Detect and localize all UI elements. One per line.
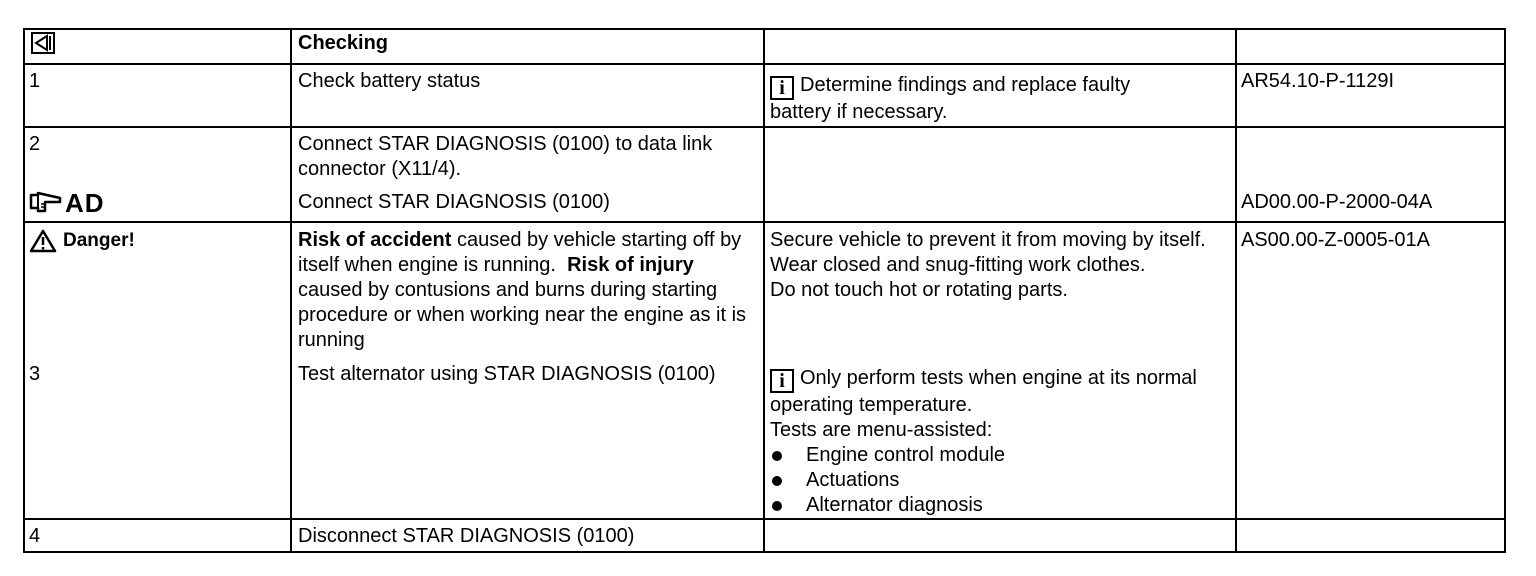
table-border-left: [23, 28, 25, 553]
risk-accident-label: Risk of accident: [298, 229, 452, 251]
risk-accident-text: caused by vehicle starting off by itself when engine is running.: [298, 229, 742, 276]
info-icon: i: [770, 369, 794, 393]
safety-instructions: [770, 228, 1210, 303]
step-number: 2: [29, 133, 41, 155]
column-divider: [290, 28, 292, 553]
risk-injury-text: caused by contusions and burns during starting procedure or when working near the engine as it is running: [298, 279, 747, 351]
info-icon: i: [770, 76, 794, 100]
risk-description: [298, 228, 758, 353]
reference-code: AS00.00-Z-0005-01A: [1241, 229, 1431, 251]
step-number: 4: [29, 525, 41, 547]
danger-text: Danger!: [63, 230, 135, 251]
safety-line: Wear closed and snug-fitting work clothes.: [770, 254, 1146, 276]
bullet-icon: [772, 451, 782, 461]
bullet-icon: [772, 501, 782, 511]
ad-action: Connect STAR DIAGNOSIS (0100): [298, 191, 610, 213]
danger-label: [29, 228, 135, 253]
step-action: Test alternator using STAR DIAGNOSIS (0100): [298, 363, 716, 385]
step-action: Disconnect STAR DIAGNOSIS (0100): [298, 525, 635, 547]
reference-code: AD00.00-P-2000-04A: [1241, 191, 1433, 213]
step-action: Connect STAR DIAGNOSIS (0100) to data link connector (X11/4).: [298, 133, 713, 180]
note-text: Only perform tests when engine at its normal operating temperature.: [770, 367, 1197, 416]
ad-label: AD: [65, 187, 105, 218]
step-note: [770, 73, 1190, 125]
list-item: [770, 443, 1210, 468]
step-action: Check battery status: [298, 70, 481, 92]
list-item: [770, 493, 1210, 518]
list-item: [770, 468, 1210, 493]
back-arrow-icon: [31, 32, 55, 61]
safety-line: Do not touch hot or rotating parts.: [770, 279, 1068, 301]
header-title: Checking: [298, 32, 389, 54]
list-item-text: Actuations: [806, 469, 900, 491]
bullet-icon: [772, 476, 782, 486]
step-number: 1: [29, 70, 41, 92]
pointing-hand-icon: [29, 190, 63, 216]
list-item-text: Engine control module: [806, 444, 1006, 466]
safety-line: Secure vehicle to prevent it from moving by itself.: [770, 229, 1206, 251]
step-number: 3: [29, 363, 41, 385]
note-text: Determine findings and replace faulty battery if necessary.: [770, 74, 1131, 123]
note-text: Tests are menu-assisted:: [770, 419, 993, 441]
table-border-right: [1504, 28, 1506, 553]
column-divider: [763, 28, 765, 553]
risk-injury-label: Risk of injury: [567, 254, 694, 276]
list-item-text: Alternator diagnosis: [806, 494, 983, 516]
column-divider: [1235, 28, 1237, 553]
warning-triangle-icon: [29, 229, 57, 253]
procedure-table: [23, 28, 1506, 553]
reference-code: AR54.10-P-1129I: [1241, 70, 1395, 92]
step-note: [770, 366, 1210, 518]
ad-marker: [29, 187, 105, 218]
